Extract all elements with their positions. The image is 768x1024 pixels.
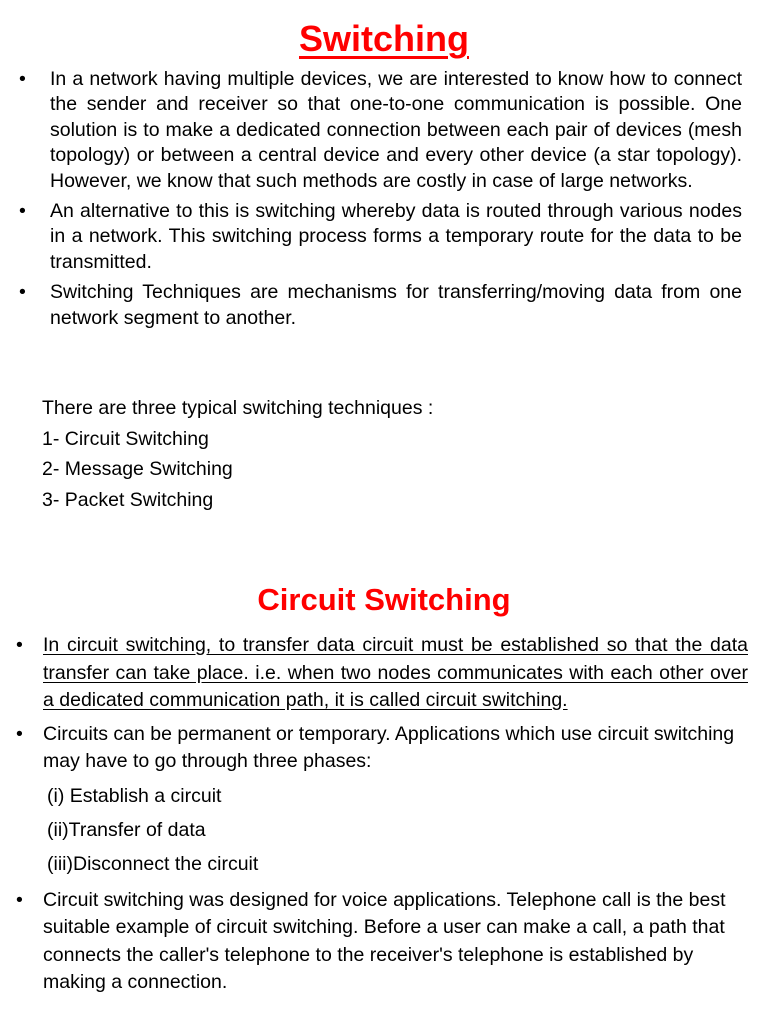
phase-item-transfer: (ii)Transfer of data: [47, 818, 206, 841]
circuit-switching-bullet-list: [16, 632, 748, 997]
circuit-bullet-2: [16, 721, 748, 881]
switching-title: Switching: [299, 18, 469, 59]
bullet-icon: •: [19, 281, 26, 304]
phases-list: [47, 779, 748, 881]
switching-bullet-list: [19, 67, 742, 331]
bullet-text: An alternative to this is switching whereby data is routed through various nodes in a network. This switching process forms a temporary route for the data to be transmitted.: [50, 200, 742, 273]
circuit-bullet-3: [16, 887, 748, 997]
switching-techniques-list: [42, 393, 433, 515]
bullet-text: Switching Techniques are mechanisms for transferring/moving data from one network segment to another.: [50, 281, 742, 329]
bullet-text: In a network having multiple devices, we are interested to know how to connect the sender and receiver so that one-to-one communication is possible. One solution is to make a dedicated connection between each pair of devices (mesh topology) or between a central device and every other device (a star topology). However, we know that such methods are costly in case of large networks.: [50, 68, 742, 192]
bullet-text: Circuit switching was designed for voice applications. Telephone call is the best suitable example of circuit switching. Before a user can make a call, a path that connects the caller's telephone to the receiver's telephone is established by making a connection.: [43, 888, 726, 993]
bullet-icon: •: [16, 722, 23, 745]
switching-bullet-2: [19, 199, 742, 275]
bullet-icon: •: [16, 634, 23, 656]
switching-bullet-1: [19, 67, 742, 194]
bullet-icon: •: [19, 68, 26, 90]
techniques-intro: There are three typical switching techniques :: [42, 397, 434, 419]
phase-item-establish: (i) Establish a circuit: [47, 784, 222, 807]
bullet-icon: •: [19, 200, 26, 223]
circuit-switching-title: Circuit Switching: [257, 582, 511, 617]
switching-bullet-3: [19, 280, 742, 331]
bullet-icon: •: [16, 888, 23, 911]
phase-item-disconnect: (iii)Disconnect the circuit: [47, 852, 259, 875]
circuit-bullet-1: [16, 632, 748, 715]
technique-item-message: 2- Message Switching: [42, 458, 233, 480]
bullet-text: Circuits can be permanent or temporary. Applications which use circuit switching may have to go through three phases:: [43, 722, 735, 772]
technique-item-packet: 3- Packet Switching: [42, 488, 214, 511]
circuit-definition-text: In circuit switching, to transfer data circuit must be established so that the data transfer can take place. i.e. when two nodes communicates with each other over a dedicated communication path, it is called circuit switching.: [43, 634, 748, 711]
technique-item-circuit: 1- Circuit Switching: [42, 427, 209, 450]
